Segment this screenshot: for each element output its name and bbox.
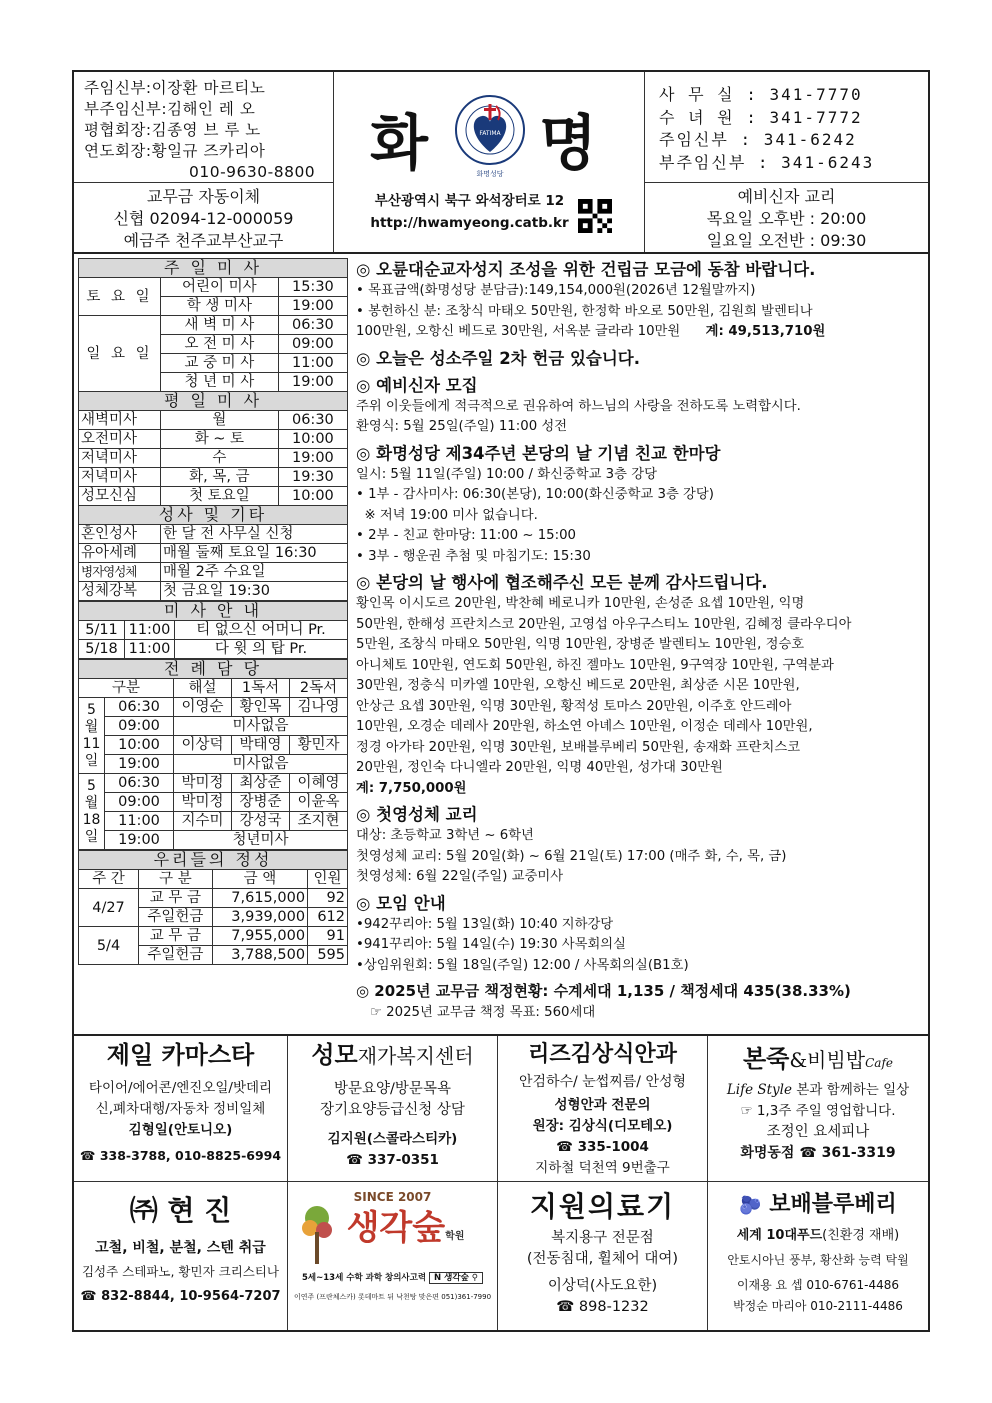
ad-line: 신,폐차대행/자동차 정비일체 — [95, 1101, 266, 1117]
weekday-mass-name: 저녁미사 — [79, 468, 161, 487]
account-box — [74, 182, 334, 252]
weekday-day: 화 ~ 토 — [161, 430, 279, 449]
liturgy-time: 06:30 — [105, 774, 174, 793]
sacrament-name: 혼인성사 — [79, 525, 161, 544]
notice-title: ◎ 모임 안내 — [356, 893, 446, 913]
qr-code-icon[interactable] — [578, 199, 612, 233]
sacrament-info: 한 달 전 사무실 신청 — [161, 525, 348, 544]
clergy-list — [74, 72, 334, 182]
notice-line: • 봉헌하신 분: 조창식 마태오 50만원, 한정학 바오로 50만원, 김원희 발렌티나 — [356, 303, 813, 319]
notice-line: • 3부 - 행운권 추첨 및 마침기도: 15:30 — [356, 548, 591, 564]
ad-title-sub: 재가복지센터 — [357, 1044, 474, 1068]
sacrament-info: 매월 둘째 토요일 16:30 — [161, 544, 348, 563]
liturgy-time: 09:00 — [105, 717, 174, 736]
offering-table — [78, 850, 348, 965]
parish-title — [334, 84, 645, 184]
ad-title — [708, 1042, 928, 1080]
mass-info-time: 11:00 — [125, 640, 175, 659]
weekday-time: 19:00 — [278, 449, 347, 468]
ad-phone: ☎ 337-0351 — [346, 1152, 439, 1168]
ad-line: 원장: 김상식(디모테오) — [532, 1118, 673, 1134]
ad-search-n: N — [434, 1273, 442, 1283]
weekday-mass-name: 성모신심 — [79, 487, 161, 506]
sacrament-name: 병자영성체 — [79, 563, 161, 582]
ad-title-sub: &비빔밥 — [789, 1048, 866, 1072]
ad-line: 성형안과 전문의 — [554, 1097, 651, 1113]
ad-line: 고철, 비철, 분철, 스텐 취급 — [95, 1240, 266, 1256]
liturgy-person: 이윤옥 — [290, 793, 348, 812]
ad-title-cafe: Cafe — [865, 1056, 894, 1070]
notice-title: ◎ 오늘은 성소주일 2차 헌금 있습니다. — [356, 348, 641, 368]
weekday-mass-name: 저녁미사 — [79, 449, 161, 468]
mass-name: 청 년 미 사 — [161, 373, 279, 392]
catechumen-box — [645, 182, 928, 252]
liturgy-date: 5월11일 — [79, 698, 105, 774]
ad-phone: 박정순 마리아 010-2111-4486 — [733, 1299, 903, 1313]
clergy-phone: 010-9630-8800 — [189, 163, 316, 181]
notice-text: 100만원, 오항신 베드로 30만원, 서옥분 글라라 10만원 — [356, 324, 681, 339]
offering-week: 4/27 — [79, 889, 139, 927]
ad-phone: 화명동점 ☎ 361-3319 — [740, 1145, 896, 1161]
notice-title: ◎ 2025년 교무금 책정현황: 수계세대 1,135 / 책정세대 435(38.33%) — [356, 982, 851, 1000]
ad-phone: ☎ 832-8844, 10-9564-7207 — [80, 1289, 281, 1304]
liturgy-person: 박태영 — [232, 736, 290, 755]
ad-title-main: 본죽 — [742, 1044, 790, 1073]
clergy-line: 주임신부:이장환 마르티노 — [84, 79, 266, 97]
phone-convent: 수 녀 원 : 341-7772 — [659, 107, 863, 127]
weekday-mass-name: 오전미사 — [79, 430, 161, 449]
mass-time: 15:30 — [278, 278, 347, 297]
phone-list — [645, 72, 928, 182]
account-title: 교무금 자동이체 — [146, 187, 261, 206]
ad-line: 안검하수/ 눈썹찌름/ 안성형 — [518, 1074, 687, 1090]
title-box — [334, 72, 645, 252]
ad-line: 이연주 (프란체스카) 롯데마트 뒤 낙천탕 맞은편 051)361-7990 — [293, 1293, 492, 1301]
mass-info-intention: 티 없으신 어머니 Pr. — [175, 621, 348, 640]
mass-time: 19:00 — [278, 373, 347, 392]
phone-assistant: 부주임신부 : 341-6243 — [659, 152, 875, 172]
notice-total: 계: 49,513,710원 — [705, 324, 826, 339]
liturgy-person: 조지현 — [290, 812, 348, 831]
liturgy-person: 박미정 — [174, 774, 232, 793]
website-url[interactable]: http://hwamyeong.catb.kr — [370, 215, 569, 231]
ad-line — [288, 1271, 497, 1285]
weekday-day: 월 — [161, 411, 279, 430]
ad-saenggaksup — [288, 1182, 498, 1330]
address: 부산광역시 북구 와석장터로 12 — [374, 193, 565, 209]
offering-header: 우리들의 정성 — [79, 851, 348, 870]
offering-col: 금 액 — [212, 870, 307, 889]
mass-info-table — [78, 601, 348, 659]
donor-line: 30만원, 정충식 미카엘 10만원, 오항신 베드로 20만원, 최상준 시몬 10만원, — [356, 678, 800, 693]
notice-title: ◎ 화명성당 제34주년 본당의 날 기념 친교 한마당 — [356, 443, 721, 463]
ad-title-text: 보배블루베리 — [769, 1192, 897, 1217]
ad-search-text: 생각숲 — [444, 1273, 469, 1283]
offering-amount: 7,955,000 — [212, 927, 307, 946]
tree-icon — [302, 1204, 332, 1266]
saturday-label: 토 요 일 — [79, 278, 161, 316]
liturgy-table — [78, 659, 348, 850]
offering-type: 교 무 금 — [139, 889, 213, 908]
offering-amount: 7,615,000 — [212, 889, 307, 908]
ad-line-text: (친환경 재배) — [822, 1228, 900, 1243]
donor-total: 계: 7,750,000원 — [356, 780, 467, 796]
ad-line: 방문요양/방문목욕 — [334, 1081, 451, 1097]
liturgy-person: 이영순 — [174, 698, 232, 717]
offering-type: 주일헌금 — [139, 908, 213, 927]
ad-since: SINCE 2007 — [353, 1190, 432, 1204]
ad-line: 안토시아닌 풍부, 황산화 능력 탁월 — [727, 1253, 909, 1267]
ad-hyunjin — [74, 1182, 288, 1330]
ad-line: (전동침대, 휠체어 대여) — [526, 1251, 679, 1267]
notice-line: • 목표금액(화명성당 분담금):149,154,000원(2026년 12월말까지) — [356, 283, 756, 298]
sacrament-name: 유아세례 — [79, 544, 161, 563]
offering-type: 주일헌금 — [139, 946, 213, 965]
mass-time: 06:30 — [278, 316, 347, 335]
ad-lifestyle-text: 본과 함께하는 일상 — [791, 1082, 910, 1098]
catechumen-sunday: 일요일 오전반 : 09:30 — [706, 231, 867, 250]
notice-title: ◎ 예비신자 모집 — [356, 375, 478, 395]
notice-line: 일시: 5월 11일(주일) 10:00 / 화신중학교 3층 강당 — [356, 466, 657, 482]
liturgy-person: 장병준 — [232, 793, 290, 812]
account-holder: 예금주 천주교부산교구 — [123, 231, 284, 250]
liturgy-note: 미사없음 — [174, 755, 348, 774]
ad-seongmo-welfare — [288, 1036, 498, 1182]
catechumen-thursday: 목요일 오후반 : 20:00 — [706, 209, 867, 228]
ad-title: 제일 카마스타 — [106, 1041, 255, 1069]
liturgy-person: 이혜영 — [290, 774, 348, 793]
mass-name: 오 전 미 사 — [161, 335, 279, 354]
offering-count: 92 — [308, 889, 348, 908]
liturgy-person: 황민자 — [290, 736, 348, 755]
weekday-day: 수 — [161, 449, 279, 468]
ad-line: 조정인 요세피나 — [766, 1124, 870, 1140]
offering-type: 교 무 금 — [139, 927, 213, 946]
logo-bottom-text: 화명성당 — [476, 170, 504, 178]
liturgy-time: 19:00 — [105, 831, 174, 850]
mass-name: 어린이 미사 — [161, 278, 279, 297]
ad-line: ☞ 1,3주 주일 영업합니다. — [740, 1103, 896, 1119]
liturgy-col: 2독서 — [290, 679, 348, 698]
donor-line: 5만원, 조창식 마태오 50만원, 익명 10만원, 장병준 발렌티노 10만원, 정승호 — [356, 637, 805, 652]
offering-col: 구 분 — [139, 870, 213, 889]
ad-search-box[interactable] — [429, 1272, 483, 1284]
liturgy-note: 청년미사 — [174, 831, 348, 850]
notice-line: •941꾸리아: 5월 14일(수) 19:30 사목회의실 — [356, 937, 626, 952]
ad-line — [708, 1225, 928, 1246]
ad-line-text: 5세~13세 수학 과학 창의사고력 — [302, 1273, 427, 1283]
sacrament-info: 매월 2주 수요일 — [161, 563, 348, 582]
ad-title-main: 성모 — [311, 1041, 358, 1069]
mass-info-date: 5/11 — [79, 621, 125, 640]
ad-bonjuk — [708, 1036, 928, 1182]
header — [74, 72, 928, 254]
weekday-time: 10:00 — [278, 487, 347, 506]
clergy-line: 부주임신부:김해인 레 오 — [84, 100, 256, 118]
weekday-day: 첫 토요일 — [161, 487, 279, 506]
title-left-char: 화 — [370, 109, 428, 179]
offering-amount: 3,939,000 — [212, 908, 307, 927]
liturgy-person: 강성국 — [232, 812, 290, 831]
ad-title — [708, 1188, 928, 1223]
notice-line — [356, 322, 922, 343]
mass-info-intention: 다 윗 의 탑 Pr. — [175, 640, 348, 659]
mass-schedule-table — [78, 258, 348, 601]
liturgy-person: 박미정 — [174, 793, 232, 812]
ad-line: 김형일(안토니오) — [128, 1122, 233, 1138]
ad-line-bold: 세계 10대푸드 — [736, 1228, 823, 1243]
liturgy-person: 최상준 — [232, 774, 290, 793]
mass-name: 교 중 미 사 — [161, 354, 279, 373]
sunday-label: 일 요 일 — [79, 316, 161, 392]
mass-name: 학 생 미사 — [161, 297, 279, 316]
mass-info-header: 미 사 안 내 — [79, 602, 348, 621]
mass-time: 09:00 — [278, 335, 347, 354]
notices-column — [356, 258, 922, 1024]
donor-line: 50만원, 한해성 프란치스코 20만원, 고영섭 아우구스티노 10만원, 김혜정 클라우디아 — [356, 616, 852, 632]
ad-bobae-blueberry — [708, 1182, 928, 1330]
ad-line: 복지용구 전문점 — [551, 1230, 654, 1246]
liturgy-person: 황인목 — [232, 698, 290, 717]
ad-line: 김성주 스테파노, 황민자 크리스티나 — [81, 1264, 280, 1279]
notice-line: •상임위원회: 5월 18일(주일) 12:00 / 사목회의실(B1호) — [356, 957, 689, 973]
liturgy-col: 해설 — [174, 679, 232, 698]
clergy-line: 평협회장:김종영 브 루 노 — [84, 121, 261, 139]
mass-info-time: 11:00 — [125, 621, 175, 640]
donor-line: 정경 아가타 20만원, 익명 30만원, 보배블루베리 50만원, 송재화 프란치스코 — [356, 739, 801, 755]
offering-amount: 3,788,500 — [212, 946, 307, 965]
donor-line: 아니체토 10만원, 연도회 50만원, 하진 젤마노 10만원, 9구역장 10만원, 구역분과 — [356, 657, 834, 673]
mass-name: 새 벽 미 사 — [161, 316, 279, 335]
notice-line: ※ 저녁 19:00 미사 없습니다. — [356, 507, 538, 523]
ad-jiwon-medical — [498, 1182, 708, 1330]
weekday-mass-header: 평 일 미 사 — [79, 392, 348, 411]
weekday-day: 화, 목, 금 — [161, 468, 279, 487]
sacrament-info: 첫 금요일 19:30 — [161, 582, 348, 601]
logo-center-text: FATIMA — [479, 130, 501, 137]
blueberry-icon: 🫐 — [739, 1195, 762, 1216]
weekday-time: 10:00 — [278, 430, 347, 449]
ad-title-sub: 학원 — [445, 1231, 465, 1242]
liturgy-person: 김나영 — [290, 698, 348, 717]
liturgy-time: 11:00 — [105, 812, 174, 831]
liturgy-time: 09:00 — [105, 793, 174, 812]
parish-logo-icon — [452, 90, 528, 180]
liturgy-note: 미사없음 — [174, 717, 348, 736]
notice-line: 첫영성체: 6월 22일(주일) 교중미사 — [356, 869, 564, 884]
liturgy-person: 지수미 — [174, 812, 232, 831]
notice-line: • 2부 - 친교 한마당: 11:00 ~ 15:00 — [356, 528, 577, 543]
offering-count: 91 — [308, 927, 348, 946]
sacrament-name: 성체강복 — [79, 582, 161, 601]
ad-title: ㈜ 현 진 — [129, 1194, 232, 1227]
phone-pastor: 주임신부 : 341-6242 — [659, 130, 857, 149]
notice-line: 환영식: 5월 25일(주일) 11:00 성전 — [356, 419, 568, 434]
sunday-mass-header: 주 일 미 사 — [79, 259, 348, 278]
ad-line — [708, 1080, 928, 1101]
notice-line: 주위 이웃들에게 적극적으로 권유하여 하느님의 사랑을 전하도록 노력합시다. — [356, 398, 801, 414]
bulletin-frame — [72, 70, 930, 1332]
ad-lifestyle: Life Style — [726, 1082, 792, 1098]
ad-title: 지원의료기 — [529, 1190, 676, 1223]
sacrament-header: 성사 및 기타 — [79, 506, 348, 525]
offering-count: 595 — [308, 946, 348, 965]
liturgy-time: 10:00 — [105, 736, 174, 755]
ad-phone: ☎ 338-3788, 010-8825-6994 — [79, 1148, 282, 1163]
search-icon: ⚲ — [471, 1273, 478, 1283]
mass-info-date: 5/18 — [79, 640, 125, 659]
liturgy-col: 구분 — [79, 679, 174, 698]
offering-col: 주 간 — [79, 870, 139, 889]
donor-line: 황인목 이시도르 20만원, 박찬혜 베로니카 10만원, 손성준 요셉 10만원, 익명 — [356, 596, 805, 611]
notice-line: 첫영성체 교리: 5월 20일(화) ~ 6월 21일(토) 17:00 (매주 화, 수, 목, 금) — [356, 848, 787, 864]
liturgy-person: 이상덕 — [174, 736, 232, 755]
liturgy-time: 19:00 — [105, 755, 174, 774]
mass-time: 19:00 — [278, 297, 347, 316]
ad-phone: 이재용 요 셉 010-6761-4486 — [736, 1278, 900, 1292]
weekday-time: 06:30 — [278, 411, 347, 430]
notice-title: ◎ 본당의 날 행사에 협조해주신 모든 분께 감사드립니다. — [356, 573, 768, 592]
donor-line: 안상근 요셉 30만원, 익명 30만원, 황적성 토마스 20만원, 이주호 안드레아 — [356, 698, 792, 714]
notice-line: • 1부 - 감사미사: 06:30(본당), 10:00(화신중학교 3층 강당) — [356, 487, 714, 502]
offering-week: 5/4 — [79, 927, 139, 965]
offering-count: 612 — [308, 908, 348, 927]
title-right-char: 명 — [539, 109, 597, 179]
offering-col: 인원 — [308, 870, 348, 889]
liturgy-col: 1독서 — [232, 679, 290, 698]
ad-line: 이상덕(사도요한) — [547, 1278, 658, 1294]
notice-line: 대상: 초등학교 3학년 ~ 6학년 — [356, 828, 534, 843]
ad-phone: ☎ 335-1004 — [556, 1139, 649, 1155]
ad-line: 타이어/에어콘/엔진오일/밧데리 — [88, 1080, 273, 1096]
notice-line: •942꾸리아: 5월 13일(화) 10:40 지하강당 — [356, 916, 614, 932]
ad-phone: ☎ 898-1232 — [556, 1299, 649, 1315]
schedule-column — [78, 258, 348, 965]
clergy-line: 연도회장:황일규 즈카리아 — [84, 142, 266, 160]
liturgy-header: 전 례 담 당 — [79, 660, 348, 679]
liturgy-date: 5월18일 — [79, 774, 105, 850]
ad-line: 지하철 덕천역 9번출구 — [535, 1160, 670, 1176]
donor-line: 20만원, 정인숙 다니엘라 20만원, 익명 40만원, 성가대 30만원 — [356, 760, 723, 775]
ads-section — [74, 1034, 928, 1330]
ad-line: 김지원(스콜라스티카) — [327, 1131, 458, 1147]
donor-line: 10만원, 오경순 데레사 20만원, 하소연 아녜스 10만원, 이정순 데레사 10만원, — [356, 719, 813, 734]
notice-title: ◎ 오륜대순교자성지 조성을 위한 건립금 모금에 동참 바랍니다. — [356, 260, 816, 279]
mass-time: 11:00 — [278, 354, 347, 373]
notice-title: ◎ 첫영성체 교리 — [356, 805, 478, 824]
notice-line: ☞ 2025년 교무금 책정 목표: 560세대 — [370, 1005, 596, 1020]
phone-office: 사 무 실 : 341-7770 — [659, 85, 863, 104]
ad-jeil-carmastar — [74, 1036, 288, 1182]
account-number: 신협 02094-12-000059 — [113, 209, 294, 228]
liturgy-time: 06:30 — [105, 698, 174, 717]
ad-title: 리즈김상식안과 — [528, 1042, 677, 1067]
ad-reese-eye-clinic — [498, 1036, 708, 1182]
ad-title — [288, 1038, 497, 1075]
catechumen-title: 예비신자 교리 — [737, 187, 836, 206]
ad-title-main: 생각숲 — [346, 1208, 446, 1248]
weekday-time: 19:30 — [278, 468, 347, 487]
weekday-mass-name: 새벽미사 — [79, 411, 161, 430]
ad-line: 장기요양등급신청 상담 — [320, 1102, 465, 1118]
